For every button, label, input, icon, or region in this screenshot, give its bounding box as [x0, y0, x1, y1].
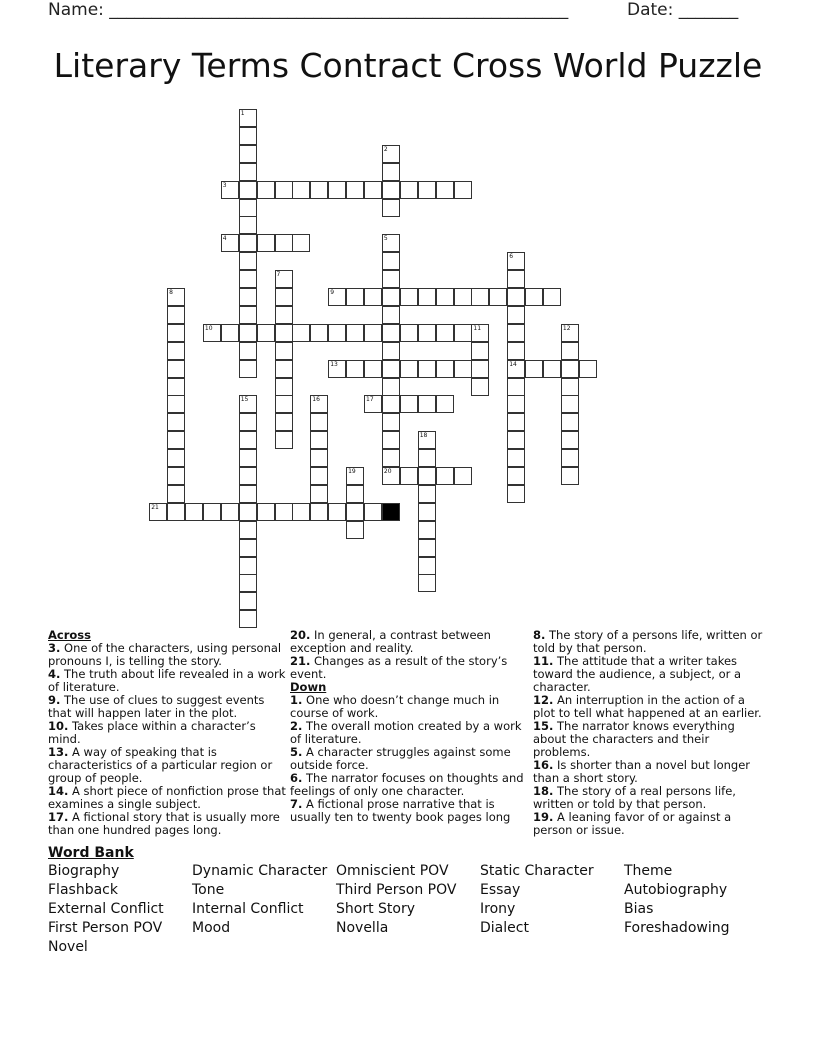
grid-cell[interactable] — [257, 181, 275, 199]
grid-cell[interactable] — [239, 216, 257, 234]
clue-item — [290, 629, 528, 655]
clue-item — [290, 694, 528, 720]
grid-cell[interactable] — [418, 467, 436, 485]
clue-number: 15. — [533, 719, 554, 733]
clue-number: 2 — [383, 145, 388, 153]
grid-cell[interactable] — [292, 324, 310, 342]
grid-cell[interactable] — [310, 467, 328, 485]
clue-number: 9 — [330, 289, 335, 296]
grid-cell[interactable] — [239, 324, 257, 342]
grid-cell[interactable] — [400, 181, 418, 199]
word-bank-item: Static Character — [480, 863, 594, 879]
grid-cell[interactable] — [239, 360, 257, 378]
grid-cell[interactable] — [382, 395, 400, 413]
grid-cell[interactable] — [561, 413, 579, 431]
grid-cell[interactable] — [275, 503, 293, 521]
grid-cell[interactable] — [185, 503, 203, 521]
grid-cell[interactable] — [418, 574, 436, 592]
grid-cell[interactable] — [454, 324, 472, 342]
grid-cell[interactable] — [167, 395, 185, 413]
grid-cell[interactable] — [454, 360, 472, 378]
clue-number: 8. — [533, 628, 546, 642]
grid-cell[interactable] — [561, 342, 579, 360]
clue-item — [533, 694, 765, 720]
grid-cell[interactable] — [239, 270, 257, 288]
down-heading: Down — [290, 680, 327, 694]
grid-cell[interactable] — [525, 360, 543, 378]
grid-cell[interactable] — [436, 181, 454, 199]
grid-cell[interactable] — [436, 395, 454, 413]
grid-cell[interactable] — [471, 342, 489, 360]
grid-cell[interactable] — [239, 431, 257, 449]
clue-number: 3 — [222, 181, 227, 189]
grid-cell[interactable] — [203, 503, 221, 521]
grid-cell[interactable] — [167, 431, 185, 449]
grid-cell[interactable] — [418, 557, 436, 575]
clue-number: 4 — [222, 235, 227, 243]
grid-cell[interactable] — [292, 234, 310, 252]
grid-cell[interactable] — [275, 234, 293, 252]
grid-cell[interactable] — [239, 163, 257, 181]
clue-item — [533, 720, 765, 759]
clue-text: Is shorter than a novel but longer than a short story. — [533, 758, 751, 785]
grid-cell[interactable] — [167, 485, 185, 503]
clue-item — [48, 694, 286, 720]
grid-cell[interactable] — [239, 467, 257, 485]
grid-cell[interactable] — [275, 431, 293, 449]
grid-cell[interactable] — [239, 521, 257, 539]
clues-column-3 — [533, 629, 765, 837]
grid-cell[interactable] — [561, 360, 579, 378]
grid-cell[interactable] — [507, 306, 525, 324]
grid-cell[interactable] — [418, 539, 436, 557]
clue-item — [533, 759, 765, 785]
clue-text: A fictional story that is usually more than one hundred pages long. — [48, 810, 280, 837]
grid-cell[interactable] — [400, 360, 418, 378]
clue-number: 13 — [330, 360, 338, 368]
grid-cell[interactable] — [418, 395, 436, 413]
clue-text: One who doesn’t change much in course of work. — [290, 693, 500, 720]
grid-cell[interactable] — [561, 449, 579, 467]
across-heading: Across — [48, 628, 91, 642]
clue-text: The truth about life revealed in a work of literature. — [48, 667, 286, 694]
grid-cell[interactable] — [382, 199, 400, 217]
grid-cell[interactable] — [328, 503, 346, 521]
grid-cell[interactable] — [239, 539, 257, 557]
grid-cell[interactable] — [364, 360, 382, 378]
grid-cell[interactable] — [275, 342, 293, 360]
clue-number: 7 — [276, 271, 281, 279]
grid-cell[interactable] — [507, 431, 525, 449]
word-bank-item: Third Person POV — [336, 882, 457, 898]
clue-number: 5 — [383, 235, 388, 243]
clue-text: A character struggles against some outside force. — [290, 745, 511, 772]
grid-cell[interactable] — [525, 288, 543, 306]
word-bank-item: Irony — [480, 901, 516, 917]
grid-cell[interactable] — [561, 395, 579, 413]
clue-number: 8 — [169, 289, 173, 296]
grid-cell[interactable] — [507, 395, 525, 413]
clue-number: 10. — [48, 719, 69, 733]
clue-item — [533, 629, 765, 655]
clue-text: In general, a contrast between exception and reality. — [290, 628, 491, 655]
grid-cell[interactable] — [239, 181, 257, 199]
clue-number: 6. — [290, 771, 303, 785]
clue-number: 21 — [151, 503, 159, 511]
clue-text: The narrator knows everything about the characters and their problems. — [533, 719, 735, 759]
grid-cell[interactable] — [239, 145, 257, 163]
clue-number: 17. — [48, 810, 69, 824]
grid-cell[interactable] — [436, 467, 454, 485]
grid-cell[interactable] — [579, 360, 597, 378]
grid-cell[interactable] — [239, 288, 257, 306]
clue-number: 11 — [473, 324, 482, 332]
grid-cell[interactable] — [543, 288, 561, 306]
grid-cell[interactable] — [436, 360, 454, 378]
clue-number: 18 — [419, 432, 428, 440]
grid-cell[interactable] — [418, 485, 436, 503]
clue-text: A short piece of nonfiction prose that examines a single subject. — [48, 784, 286, 811]
grid-cell[interactable] — [471, 378, 489, 396]
grid-cell[interactable] — [382, 270, 400, 288]
clue-text: A leaning favor of or against a person or issue. — [533, 810, 732, 837]
grid-cell[interactable] — [454, 467, 472, 485]
grid-cell[interactable] — [436, 288, 454, 306]
grid-cell[interactable] — [275, 413, 293, 431]
clue-number: 16. — [533, 758, 554, 772]
grid-cell[interactable] — [239, 127, 257, 145]
clue-number: 3. — [48, 641, 61, 655]
clue-item — [290, 772, 528, 798]
word-bank-item: Bias — [624, 901, 654, 917]
black-cell — [382, 503, 400, 521]
grid-cell[interactable] — [382, 431, 400, 449]
clue-item — [48, 668, 286, 694]
clue-number: 1 — [240, 110, 245, 117]
clue-number: 21. — [290, 654, 311, 668]
clue-number: 17 — [366, 396, 374, 404]
clue-number: 20. — [290, 628, 311, 642]
grid-cell[interactable] — [275, 288, 293, 306]
grid-cell[interactable] — [239, 610, 257, 628]
grid-cell[interactable] — [418, 521, 436, 539]
grid-cell[interactable] — [382, 163, 400, 181]
clue-text: The attitude that a writer takes toward the audience, a subject, or a character. — [533, 654, 742, 694]
clue-text: An interruption in the action of a plot to tell what happened at an earlier. — [533, 693, 762, 720]
grid-cell[interactable] — [328, 181, 346, 199]
grid-cell[interactable] — [167, 306, 185, 324]
clue-text: Takes place within a character’s mind. — [48, 719, 256, 746]
clue-number: 13. — [48, 745, 69, 759]
clue-number: 9. — [48, 693, 61, 707]
grid-cell[interactable] — [507, 485, 525, 503]
grid-cell[interactable] — [418, 181, 436, 199]
grid-cell[interactable] — [507, 413, 525, 431]
grid-cell[interactable] — [382, 306, 400, 324]
grid-cell[interactable] — [400, 395, 418, 413]
grid-cell[interactable] — [167, 449, 185, 467]
grid-cell[interactable] — [346, 324, 364, 342]
grid-cell[interactable] — [489, 288, 507, 306]
grid-cell[interactable] — [275, 395, 293, 413]
grid-cell[interactable] — [382, 324, 400, 342]
grid-cell[interactable] — [239, 234, 257, 252]
grid-cell[interactable] — [471, 288, 489, 306]
clue-number: 6 — [509, 253, 514, 261]
grid-cell[interactable] — [257, 234, 275, 252]
grid-cell[interactable] — [167, 378, 185, 396]
grid-cell[interactable] — [346, 503, 364, 521]
word-bank-item: Foreshadowing — [624, 920, 730, 936]
grid-cell[interactable] — [400, 288, 418, 306]
grid-cell[interactable] — [507, 378, 525, 396]
clue-number: 12. — [533, 693, 554, 707]
grid-cell[interactable] — [346, 521, 364, 539]
grid-cell[interactable] — [239, 413, 257, 431]
grid-cell[interactable] — [221, 324, 239, 342]
grid-cell[interactable] — [167, 467, 185, 485]
grid-cell[interactable] — [436, 324, 454, 342]
grid-cell[interactable] — [275, 306, 293, 324]
clue-item — [48, 811, 286, 837]
grid-cell[interactable] — [418, 449, 436, 467]
grid-cell[interactable] — [310, 449, 328, 467]
grid-cell[interactable] — [382, 413, 400, 431]
name-field[interactable]: Name: ______________________________________________________ — [48, 0, 569, 20]
grid-cell[interactable] — [507, 342, 525, 360]
grid-cell[interactable] — [310, 181, 328, 199]
grid-cell[interactable] — [346, 360, 364, 378]
clue-item — [48, 720, 286, 746]
clue-number: 19. — [533, 810, 554, 824]
clue-text: The narrator focuses on thoughts and feelings of only one character. — [290, 771, 524, 798]
clue-number: 7. — [290, 797, 303, 811]
word-bank-item: Dynamic Character — [192, 863, 328, 879]
grid-cell[interactable] — [275, 360, 293, 378]
clue-number: 14 — [509, 360, 517, 368]
clues-column-1 — [48, 629, 286, 837]
clue-text: The overall motion created by a work of literature. — [290, 719, 522, 746]
grid-cell[interactable] — [167, 503, 185, 521]
clue-item — [48, 746, 286, 785]
clue-text: The story of a real persons life, written or told by that person. — [533, 784, 736, 811]
grid-cell[interactable] — [292, 181, 310, 199]
clue-item — [48, 785, 286, 811]
clue-item — [533, 811, 765, 837]
word-bank-item: Theme — [624, 863, 673, 879]
grid-cell[interactable] — [507, 324, 525, 342]
grid-cell[interactable] — [239, 306, 257, 324]
grid-cell[interactable] — [310, 413, 328, 431]
clue-number: 2. — [290, 719, 303, 733]
grid-cell[interactable] — [310, 324, 328, 342]
grid-cell[interactable] — [382, 378, 400, 396]
grid-cell[interactable] — [239, 252, 257, 270]
page-title: Literary Terms Contract Cross World Puzzle — [53, 46, 763, 85]
grid-cell[interactable] — [239, 592, 257, 610]
clue-item — [290, 746, 528, 772]
grid-cell[interactable] — [382, 288, 400, 306]
word-bank-item: Omniscient POV — [336, 863, 449, 879]
grid-cell[interactable] — [364, 324, 382, 342]
grid-cell[interactable] — [364, 288, 382, 306]
grid-cell[interactable] — [167, 342, 185, 360]
grid-cell[interactable] — [221, 503, 239, 521]
grid-cell[interactable] — [167, 413, 185, 431]
grid-cell[interactable] — [561, 431, 579, 449]
grid-cell[interactable] — [239, 557, 257, 575]
clue-number: 16 — [312, 396, 320, 404]
grid-cell[interactable] — [239, 449, 257, 467]
clue-number: 1. — [290, 693, 303, 707]
grid-cell[interactable] — [418, 324, 436, 342]
grid-cell[interactable] — [310, 431, 328, 449]
grid-cell[interactable] — [310, 503, 328, 521]
word-bank-item: Novel — [48, 939, 88, 955]
clue-text: The use of clues to suggest events that will happen later in the plot. — [48, 693, 265, 720]
grid-cell[interactable] — [418, 360, 436, 378]
grid-cell[interactable] — [275, 324, 293, 342]
grid-cell[interactable] — [382, 252, 400, 270]
clues-column-2 — [290, 629, 528, 824]
clue-number: 19 — [348, 468, 356, 475]
grid-cell[interactable] — [275, 181, 293, 199]
clue-text: Changes as a result of the story’s event. — [290, 654, 508, 681]
clue-number: 11. — [533, 654, 554, 668]
grid-cell[interactable] — [239, 485, 257, 503]
word-bank-item: Tone — [192, 882, 225, 898]
grid-cell[interactable] — [346, 288, 364, 306]
clue-number: 18. — [533, 784, 554, 798]
clue-number: 10 — [204, 324, 213, 332]
clue-text: A fictional prose narrative that is usually ten to twenty book pages long — [290, 797, 511, 824]
grid-cell[interactable] — [382, 342, 400, 360]
date-field[interactable]: Date: _______ — [627, 0, 739, 20]
grid-cell[interactable] — [346, 485, 364, 503]
grid-cell[interactable] — [507, 270, 525, 288]
grid-cell[interactable] — [561, 378, 579, 396]
clue-number: 12 — [562, 324, 571, 332]
grid-cell[interactable] — [454, 181, 472, 199]
grid-cell[interactable] — [257, 324, 275, 342]
grid-cell[interactable] — [418, 503, 436, 521]
clue-item — [533, 785, 765, 811]
clue-number: 15 — [240, 396, 249, 404]
grid-cell[interactable] — [167, 324, 185, 342]
clue-text: A way of speaking that is characteristics of a particular region or group of people. — [48, 745, 273, 785]
grid-cell[interactable] — [382, 181, 400, 199]
grid-cell[interactable] — [507, 467, 525, 485]
word-bank-item: Short Story — [336, 901, 416, 917]
clue-text: The story of a persons life, written or told by that person. — [533, 628, 763, 655]
word-bank-item: Essay — [480, 882, 521, 898]
grid-cell[interactable] — [364, 181, 382, 199]
grid-cell[interactable] — [257, 503, 275, 521]
grid-cell[interactable] — [167, 360, 185, 378]
clue-text: One of the characters, using personal pronouns I, is telling the story. — [48, 641, 282, 668]
grid-cell[interactable] — [561, 467, 579, 485]
grid-cell[interactable] — [310, 485, 328, 503]
grid-cell[interactable] — [328, 324, 346, 342]
word-bank-item: Novella — [336, 920, 389, 936]
clue-item — [290, 655, 528, 681]
grid-cell[interactable] — [292, 503, 310, 521]
grid-cell[interactable] — [418, 288, 436, 306]
grid-cell[interactable] — [400, 467, 418, 485]
grid-cell[interactable] — [400, 324, 418, 342]
word-bank-item: Dialect — [480, 920, 529, 936]
grid-cell[interactable] — [471, 360, 489, 378]
word-bank-item: Flashback — [48, 882, 118, 898]
grid-cell[interactable] — [507, 449, 525, 467]
grid-cell[interactable] — [346, 181, 364, 199]
grid-cell[interactable] — [382, 449, 400, 467]
word-bank-item: External Conflict — [48, 901, 164, 917]
grid-cell[interactable] — [239, 574, 257, 592]
clue-item — [48, 642, 286, 668]
grid-cell[interactable] — [507, 288, 525, 306]
clue-number: 5. — [290, 745, 303, 759]
word-bank-item: Mood — [192, 920, 231, 936]
grid-cell[interactable] — [239, 342, 257, 360]
clue-item — [290, 720, 528, 746]
word-bank-item: Biography — [48, 863, 120, 879]
word-bank-item: Internal Conflict — [192, 901, 304, 917]
clue-number: 14. — [48, 784, 69, 798]
word-bank-item: First Person POV — [48, 920, 163, 936]
grid-cell[interactable] — [382, 360, 400, 378]
clue-number: 4. — [48, 667, 61, 681]
grid-cell[interactable] — [543, 360, 561, 378]
clue-item — [533, 655, 765, 694]
clue-number: 20 — [383, 468, 392, 475]
clue-item — [290, 798, 528, 824]
grid-cell[interactable] — [275, 378, 293, 396]
word-bank-heading: Word Bank — [48, 845, 134, 861]
grid-cell[interactable] — [364, 503, 382, 521]
word-bank-item: Autobiography — [624, 882, 728, 898]
grid-cell[interactable] — [239, 199, 257, 217]
grid-cell[interactable] — [239, 503, 257, 521]
grid-cell[interactable] — [454, 288, 472, 306]
